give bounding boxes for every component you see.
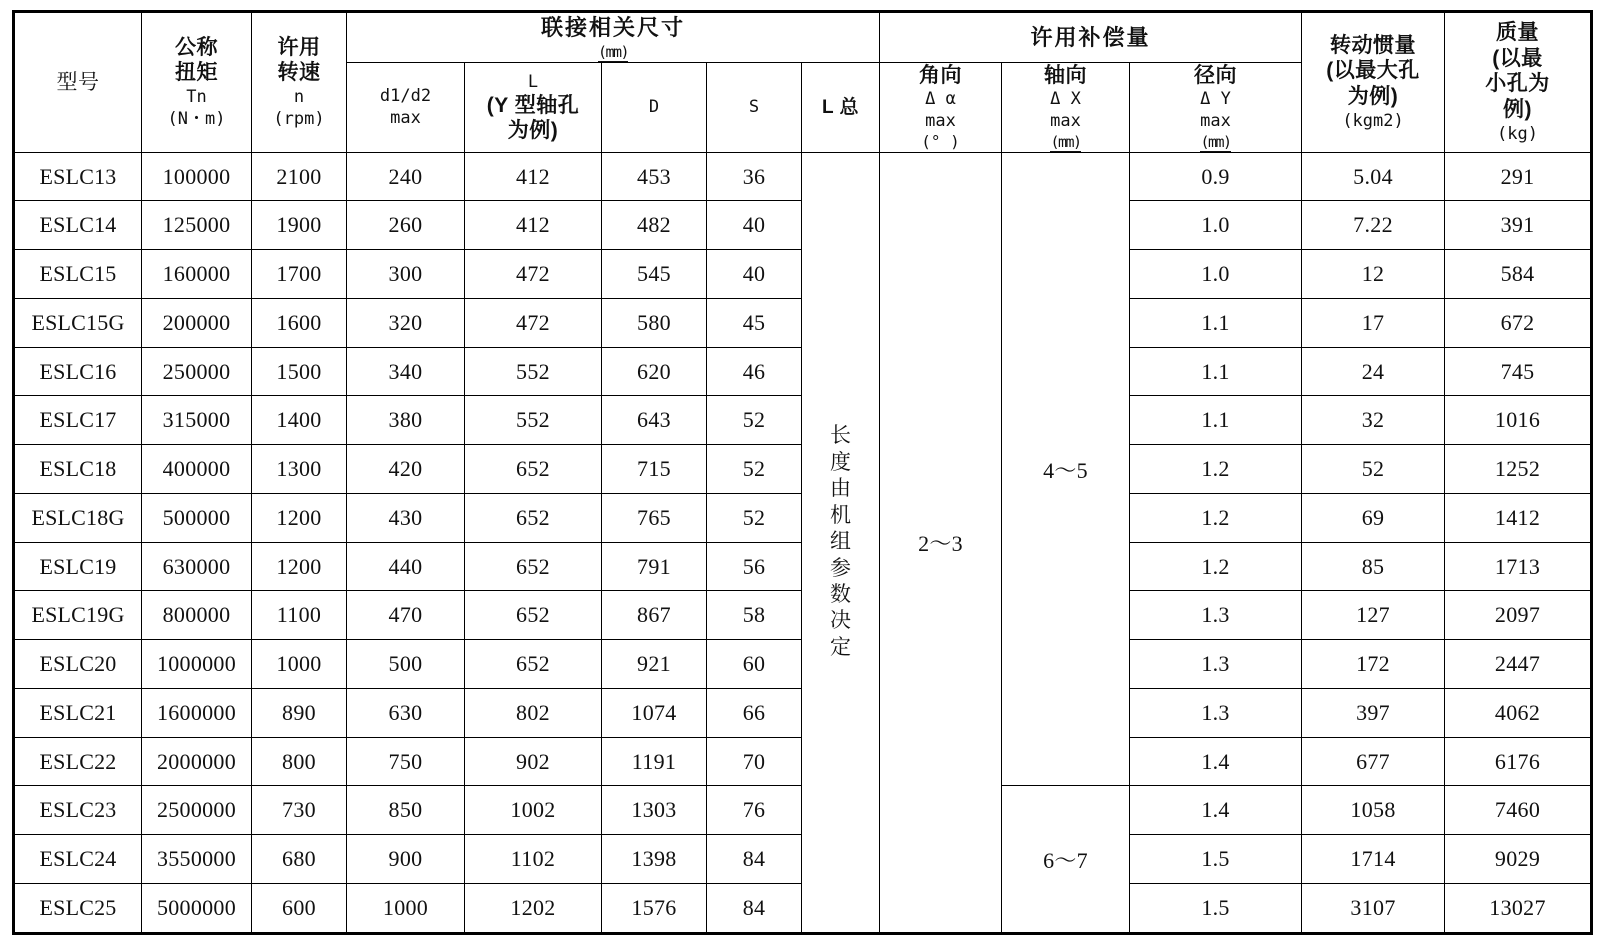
cell-model: ESLC19 [14,542,142,591]
cell-d1d2: 750 [347,737,465,786]
cell-s: 52 [707,396,802,445]
cell-model: ESLC24 [14,835,142,884]
cell-mass: 2447 [1445,640,1592,689]
cell-model: ESLC17 [14,396,142,445]
cell-d: 1398 [602,835,707,884]
cell-speed: 1000 [252,640,347,689]
cell-model: ESLC25 [14,883,142,933]
cell-d1d2: 1000 [347,883,465,933]
cell-inertia: 12 [1302,250,1445,299]
cell-speed: 1200 [252,493,347,542]
col-header-mass: 质量 (以最 小孔为 例) (kg) [1445,12,1592,153]
group-header-connection: 联接相关尺寸 (mm) [347,12,880,63]
cell-torque: 160000 [142,250,252,299]
cell-l: 652 [465,640,602,689]
cell-inertia: 7.22 [1302,201,1445,250]
cell-s: 56 [707,542,802,591]
cell-torque: 2000000 [142,737,252,786]
cell-s: 84 [707,883,802,933]
cell-l: 1002 [465,786,602,835]
cell-mass: 672 [1445,298,1592,347]
cell-torque: 3550000 [142,835,252,884]
cell-s: 84 [707,835,802,884]
cell-speed: 1500 [252,347,347,396]
cell-mass: 7460 [1445,786,1592,835]
coupling-spec-table [12,10,1593,935]
cell-mass: 4062 [1445,688,1592,737]
cell-s: 46 [707,347,802,396]
cell-radial: 1.2 [1130,493,1302,542]
cell-radial: 1.0 [1130,201,1302,250]
cell-mass: 6176 [1445,737,1592,786]
cell-s: 70 [707,737,802,786]
cell-speed: 600 [252,883,347,933]
cell-inertia: 397 [1302,688,1445,737]
cell-inertia: 1058 [1302,786,1445,835]
cell-speed: 1200 [252,542,347,591]
cell-mass: 13027 [1445,883,1592,933]
cell-inertia: 677 [1302,737,1445,786]
cell-l: 472 [465,298,602,347]
cell-d1d2: 430 [347,493,465,542]
cell-torque: 800000 [142,591,252,640]
cell-torque: 630000 [142,542,252,591]
table-header [14,12,1592,153]
col-header-model: 型号 [14,12,142,153]
cell-d: 580 [602,298,707,347]
cell-l: 652 [465,493,602,542]
cell-inertia: 172 [1302,640,1445,689]
table-body [14,152,1592,933]
cell-angular-merged: 2～3 [880,152,1002,933]
cell-model: ESLC18 [14,445,142,494]
col-header-inertia: 转动惯量 (以最大孔 为例) (kgm2) [1302,12,1445,153]
group-header-compensation: 许用补偿量 [880,12,1302,63]
cell-l: 552 [465,347,602,396]
cell-mass: 1016 [1445,396,1592,445]
cell-model: ESLC21 [14,688,142,737]
cell-s: 58 [707,591,802,640]
cell-radial: 1.5 [1130,835,1302,884]
cell-torque: 5000000 [142,883,252,933]
cell-d1d2: 340 [347,347,465,396]
cell-mass: 1412 [1445,493,1592,542]
cell-s: 36 [707,152,802,201]
cell-d1d2: 300 [347,250,465,299]
cell-radial: 1.0 [1130,250,1302,299]
cell-d: 715 [602,445,707,494]
cell-l: 652 [465,591,602,640]
cell-l: 1102 [465,835,602,884]
cell-torque: 1600000 [142,688,252,737]
l-total-vertical-text: 长 度 由 机 组 参 数 决 定 [830,424,852,659]
col-header-D: D [602,62,707,152]
cell-torque: 125000 [142,201,252,250]
cell-torque: 100000 [142,152,252,201]
cell-torque: 2500000 [142,786,252,835]
cell-d: 643 [602,396,707,445]
cell-d1d2: 630 [347,688,465,737]
cell-d: 765 [602,493,707,542]
cell-radial: 1.5 [1130,883,1302,933]
cell-inertia: 127 [1302,591,1445,640]
cell-l: 552 [465,396,602,445]
cell-d: 545 [602,250,707,299]
cell-mass: 584 [1445,250,1592,299]
cell-mass: 2097 [1445,591,1592,640]
col-header-d1d2: d1/d2 max [347,62,465,152]
header-row-group [14,12,1592,63]
cell-model: ESLC18G [14,493,142,542]
cell-speed: 800 [252,737,347,786]
cell-l: 1202 [465,883,602,933]
cell-s: 40 [707,250,802,299]
cell-speed: 730 [252,786,347,835]
cell-l: 412 [465,201,602,250]
cell-torque: 500000 [142,493,252,542]
col-header-axial: 轴向 Δ X max (mm) [1002,62,1130,152]
cell-inertia: 32 [1302,396,1445,445]
col-header-speed: 许用 转速 n (rpm) [252,12,347,153]
cell-axial-merged-lower: 6～7 [1002,786,1130,934]
cell-l: 412 [465,152,602,201]
cell-radial: 1.4 [1130,737,1302,786]
col-header-S: S [707,62,802,152]
cell-inertia: 17 [1302,298,1445,347]
col-header-angular: 角向 Δ α max (° ) [880,62,1002,152]
cell-inertia: 5.04 [1302,152,1445,201]
cell-inertia: 85 [1302,542,1445,591]
cell-torque: 250000 [142,347,252,396]
cell-d: 1074 [602,688,707,737]
cell-d: 453 [602,152,707,201]
cell-radial: 1.3 [1130,688,1302,737]
col-header-l-total: L 总 [802,62,880,152]
cell-s: 52 [707,493,802,542]
cell-d: 921 [602,640,707,689]
cell-speed: 1100 [252,591,347,640]
cell-d1d2: 320 [347,298,465,347]
cell-model: ESLC15G [14,298,142,347]
table-row [14,152,1592,201]
cell-speed: 1600 [252,298,347,347]
cell-s: 66 [707,688,802,737]
cell-d1d2: 900 [347,835,465,884]
cell-s: 60 [707,640,802,689]
cell-speed: 680 [252,835,347,884]
cell-speed: 890 [252,688,347,737]
cell-torque: 1000000 [142,640,252,689]
cell-mass: 1252 [1445,445,1592,494]
cell-d1d2: 500 [347,640,465,689]
cell-inertia: 69 [1302,493,1445,542]
cell-radial: 1.2 [1130,542,1302,591]
cell-radial: 1.2 [1130,445,1302,494]
cell-d: 1191 [602,737,707,786]
cell-model: ESLC23 [14,786,142,835]
cell-model: ESLC13 [14,152,142,201]
cell-mass: 9029 [1445,835,1592,884]
cell-radial: 1.1 [1130,396,1302,445]
cell-torque: 200000 [142,298,252,347]
cell-mass: 391 [1445,201,1592,250]
cell-model: ESLC20 [14,640,142,689]
cell-speed: 2100 [252,152,347,201]
col-header-torque: 公称 扭矩 Tn (N・m) [142,12,252,153]
cell-radial: 1.1 [1130,298,1302,347]
col-header-L: L (Y 型轴孔 为例) [465,62,602,152]
cell-speed: 1400 [252,396,347,445]
cell-speed: 1700 [252,250,347,299]
cell-inertia: 3107 [1302,883,1445,933]
cell-model: ESLC19G [14,591,142,640]
cell-d1d2: 420 [347,445,465,494]
cell-l: 472 [465,250,602,299]
cell-inertia: 1714 [1302,835,1445,884]
cell-speed: 1300 [252,445,347,494]
cell-inertia: 24 [1302,347,1445,396]
cell-l: 802 [465,688,602,737]
cell-d: 1576 [602,883,707,933]
cell-l: 652 [465,445,602,494]
cell-s: 40 [707,201,802,250]
cell-d: 620 [602,347,707,396]
cell-axial-merged-upper: 4～5 [1002,152,1130,786]
cell-l-total-merged [802,152,880,933]
cell-d: 482 [602,201,707,250]
cell-d: 791 [602,542,707,591]
cell-d1d2: 260 [347,201,465,250]
cell-model: ESLC22 [14,737,142,786]
cell-d1d2: 850 [347,786,465,835]
cell-s: 52 [707,445,802,494]
cell-speed: 1900 [252,201,347,250]
cell-model: ESLC16 [14,347,142,396]
cell-mass: 745 [1445,347,1592,396]
cell-s: 45 [707,298,802,347]
cell-radial: 1.3 [1130,640,1302,689]
cell-radial: 1.3 [1130,591,1302,640]
cell-radial: 1.1 [1130,347,1302,396]
cell-d1d2: 470 [347,591,465,640]
cell-d1d2: 240 [347,152,465,201]
cell-mass: 1713 [1445,542,1592,591]
cell-radial: 1.4 [1130,786,1302,835]
cell-l: 902 [465,737,602,786]
cell-inertia: 52 [1302,445,1445,494]
cell-d1d2: 380 [347,396,465,445]
cell-d: 1303 [602,786,707,835]
cell-l: 652 [465,542,602,591]
cell-torque: 315000 [142,396,252,445]
cell-torque: 400000 [142,445,252,494]
cell-model: ESLC14 [14,201,142,250]
cell-d1d2: 440 [347,542,465,591]
cell-s: 76 [707,786,802,835]
cell-mass: 291 [1445,152,1592,201]
cell-d: 867 [602,591,707,640]
cell-radial: 0.9 [1130,152,1302,201]
col-header-radial: 径向 Δ Y max (mm) [1130,62,1302,152]
cell-model: ESLC15 [14,250,142,299]
